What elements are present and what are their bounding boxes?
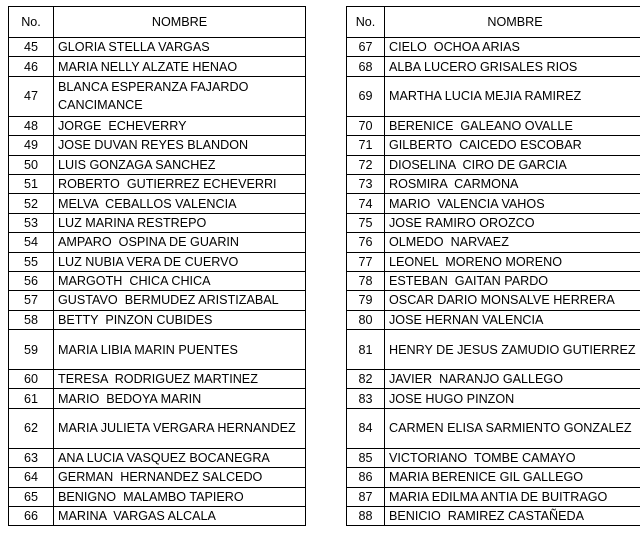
row-name: ANA LUCIA VASQUEZ BOCANEGRA bbox=[54, 448, 306, 467]
table-row bbox=[9, 310, 306, 329]
row-name: BENICIO RAMIREZ CASTAÑEDA bbox=[385, 507, 640, 526]
row-name: MARIO BEDOYA MARIN bbox=[54, 389, 306, 408]
row-name: GERMAN HERNANDEZ SALCEDO bbox=[54, 468, 306, 487]
row-name: LUZ NUBIA VERA DE CUERVO bbox=[54, 252, 306, 271]
row-number: 75 bbox=[347, 213, 385, 232]
header-nombre: NOMBRE bbox=[54, 7, 306, 38]
header-no: No. bbox=[9, 7, 54, 38]
row-number: 46 bbox=[9, 57, 54, 76]
table-row bbox=[9, 389, 306, 408]
row-name: OSCAR DARIO MONSALVE HERRERA bbox=[385, 291, 640, 310]
table-row bbox=[347, 252, 640, 271]
row-name: MARIO VALENCIA VAHOS bbox=[385, 194, 640, 213]
row-name: MARTHA LUCIA MEJIA RAMIREZ bbox=[385, 76, 640, 116]
table-row bbox=[347, 408, 640, 448]
row-number: 67 bbox=[347, 38, 385, 57]
table-row bbox=[9, 370, 306, 389]
table-row bbox=[347, 136, 640, 155]
table-row bbox=[9, 487, 306, 506]
table-row bbox=[9, 57, 306, 76]
table-row bbox=[9, 408, 306, 448]
row-name: MARINA VARGAS ALCALA bbox=[54, 507, 306, 526]
table-row bbox=[347, 174, 640, 193]
table-row bbox=[347, 310, 640, 329]
row-number: 83 bbox=[347, 389, 385, 408]
table-row bbox=[347, 116, 640, 135]
row-number: 84 bbox=[347, 408, 385, 448]
table-row bbox=[9, 76, 306, 116]
row-number: 72 bbox=[347, 155, 385, 174]
table-row bbox=[9, 271, 306, 290]
row-name: GLORIA STELLA VARGAS bbox=[54, 38, 306, 57]
row-number: 73 bbox=[347, 174, 385, 193]
row-name: BENIGNO MALAMBO TAPIERO bbox=[54, 487, 306, 506]
row-number: 80 bbox=[347, 310, 385, 329]
table-row bbox=[347, 487, 640, 506]
row-number: 65 bbox=[9, 487, 54, 506]
table-row bbox=[347, 468, 640, 487]
table-row bbox=[9, 233, 306, 252]
row-number: 66 bbox=[9, 507, 54, 526]
row-number: 70 bbox=[347, 116, 385, 135]
row-number: 88 bbox=[347, 507, 385, 526]
row-number: 55 bbox=[9, 252, 54, 271]
row-number: 59 bbox=[9, 330, 54, 370]
table-row bbox=[347, 233, 640, 252]
table-row bbox=[347, 57, 640, 76]
row-number: 85 bbox=[347, 448, 385, 467]
row-number: 64 bbox=[9, 468, 54, 487]
table-row bbox=[347, 448, 640, 467]
row-name: MARIA NELLY ALZATE HENAO bbox=[54, 57, 306, 76]
header-no: No. bbox=[347, 7, 385, 38]
row-name: GUSTAVO BERMUDEZ ARISTIZABAL bbox=[54, 291, 306, 310]
row-number: 87 bbox=[347, 487, 385, 506]
row-number: 86 bbox=[347, 468, 385, 487]
row-number: 76 bbox=[347, 233, 385, 252]
table-row bbox=[347, 389, 640, 408]
row-name: MARIA LIBIA MARIN PUENTES bbox=[54, 330, 306, 370]
table-row bbox=[347, 291, 640, 310]
row-number: 79 bbox=[347, 291, 385, 310]
row-name: BETTY PINZON CUBIDES bbox=[54, 310, 306, 329]
row-number: 52 bbox=[9, 194, 54, 213]
row-name: ESTEBAN GAITAN PARDO bbox=[385, 271, 640, 290]
row-number: 61 bbox=[9, 389, 54, 408]
row-name: JOSE HUGO PINZON bbox=[385, 389, 640, 408]
row-name: LUZ MARINA RESTREPO bbox=[54, 213, 306, 232]
row-number: 82 bbox=[347, 370, 385, 389]
table-row bbox=[9, 174, 306, 193]
row-name: JOSE DUVAN REYES BLANDON bbox=[54, 136, 306, 155]
table-right bbox=[346, 6, 640, 526]
table-row bbox=[347, 38, 640, 57]
table-row bbox=[9, 213, 306, 232]
table-row bbox=[347, 213, 640, 232]
table-row bbox=[9, 38, 306, 57]
table-row bbox=[9, 330, 306, 370]
table-row bbox=[9, 448, 306, 467]
row-name: TERESA RODRIGUEZ MARTINEZ bbox=[54, 370, 306, 389]
row-number: 77 bbox=[347, 252, 385, 271]
row-name: MARIA EDILMA ANTIA DE BUITRAGO bbox=[385, 487, 640, 506]
table-left bbox=[8, 6, 306, 526]
row-number: 81 bbox=[347, 330, 385, 370]
table-row bbox=[9, 252, 306, 271]
row-name: MARIA JULIETA VERGARA HERNANDEZ bbox=[54, 408, 306, 448]
row-number: 74 bbox=[347, 194, 385, 213]
row-name: JOSE RAMIRO OROZCO bbox=[385, 213, 640, 232]
row-number: 56 bbox=[9, 271, 54, 290]
table-row bbox=[347, 271, 640, 290]
row-number: 69 bbox=[347, 76, 385, 116]
row-number: 51 bbox=[9, 174, 54, 193]
row-name: MELVA CEBALLOS VALENCIA bbox=[54, 194, 306, 213]
row-name: VICTORIANO TOMBE CAMAYO bbox=[385, 448, 640, 467]
row-number: 45 bbox=[9, 38, 54, 57]
row-name: BERENICE GALEANO OVALLE bbox=[385, 116, 640, 135]
table-row bbox=[347, 76, 640, 116]
row-number: 68 bbox=[347, 57, 385, 76]
row-number: 50 bbox=[9, 155, 54, 174]
table-row bbox=[9, 468, 306, 487]
table-row bbox=[347, 330, 640, 370]
table-row bbox=[347, 194, 640, 213]
row-name: LEONEL MORENO MORENO bbox=[385, 252, 640, 271]
row-number: 48 bbox=[9, 116, 54, 135]
row-number: 63 bbox=[9, 448, 54, 467]
table-row bbox=[9, 507, 306, 526]
row-name: MARIA BERENICE GIL GALLEGO bbox=[385, 468, 640, 487]
table-row bbox=[347, 507, 640, 526]
table-row bbox=[347, 370, 640, 389]
row-number: 57 bbox=[9, 291, 54, 310]
table-row bbox=[347, 155, 640, 174]
row-name: AMPARO OSPINA DE GUARIN bbox=[54, 233, 306, 252]
row-name: CARMEN ELISA SARMIENTO GONZALEZ bbox=[385, 408, 640, 448]
row-name: DIOSELINA CIRO DE GARCIA bbox=[385, 155, 640, 174]
table-row bbox=[9, 136, 306, 155]
header-row bbox=[9, 7, 306, 38]
row-name: BLANCA ESPERANZA FAJARDO CANCIMANCE bbox=[54, 76, 306, 116]
row-name: JOSE HERNAN VALENCIA bbox=[385, 310, 640, 329]
row-name: CIELO OCHOA ARIAS bbox=[385, 38, 640, 57]
table-row bbox=[9, 116, 306, 135]
row-number: 71 bbox=[347, 136, 385, 155]
row-name: ALBA LUCERO GRISALES RIOS bbox=[385, 57, 640, 76]
row-number: 58 bbox=[9, 310, 54, 329]
row-number: 49 bbox=[9, 136, 54, 155]
table-row bbox=[9, 194, 306, 213]
row-number: 54 bbox=[9, 233, 54, 252]
row-name: ROBERTO GUTIERREZ ECHEVERRI bbox=[54, 174, 306, 193]
header-row bbox=[347, 7, 640, 38]
row-name: JORGE ECHEVERRY bbox=[54, 116, 306, 135]
row-number: 62 bbox=[9, 408, 54, 448]
table-row bbox=[9, 155, 306, 174]
row-name: HENRY DE JESUS ZAMUDIO GUTIERREZ bbox=[385, 330, 640, 370]
row-name: JAVIER NARANJO GALLEGO bbox=[385, 370, 640, 389]
row-number: 60 bbox=[9, 370, 54, 389]
row-name: GILBERTO CAICEDO ESCOBAR bbox=[385, 136, 640, 155]
row-name: LUIS GONZAGA SANCHEZ bbox=[54, 155, 306, 174]
row-number: 78 bbox=[347, 271, 385, 290]
table-row bbox=[9, 291, 306, 310]
header-nombre: NOMBRE bbox=[385, 7, 640, 38]
row-name: OLMEDO NARVAEZ bbox=[385, 233, 640, 252]
row-name: ROSMIRA CARMONA bbox=[385, 174, 640, 193]
row-name: MARGOTH CHICA CHICA bbox=[54, 271, 306, 290]
row-number: 47 bbox=[9, 76, 54, 116]
row-number: 53 bbox=[9, 213, 54, 232]
